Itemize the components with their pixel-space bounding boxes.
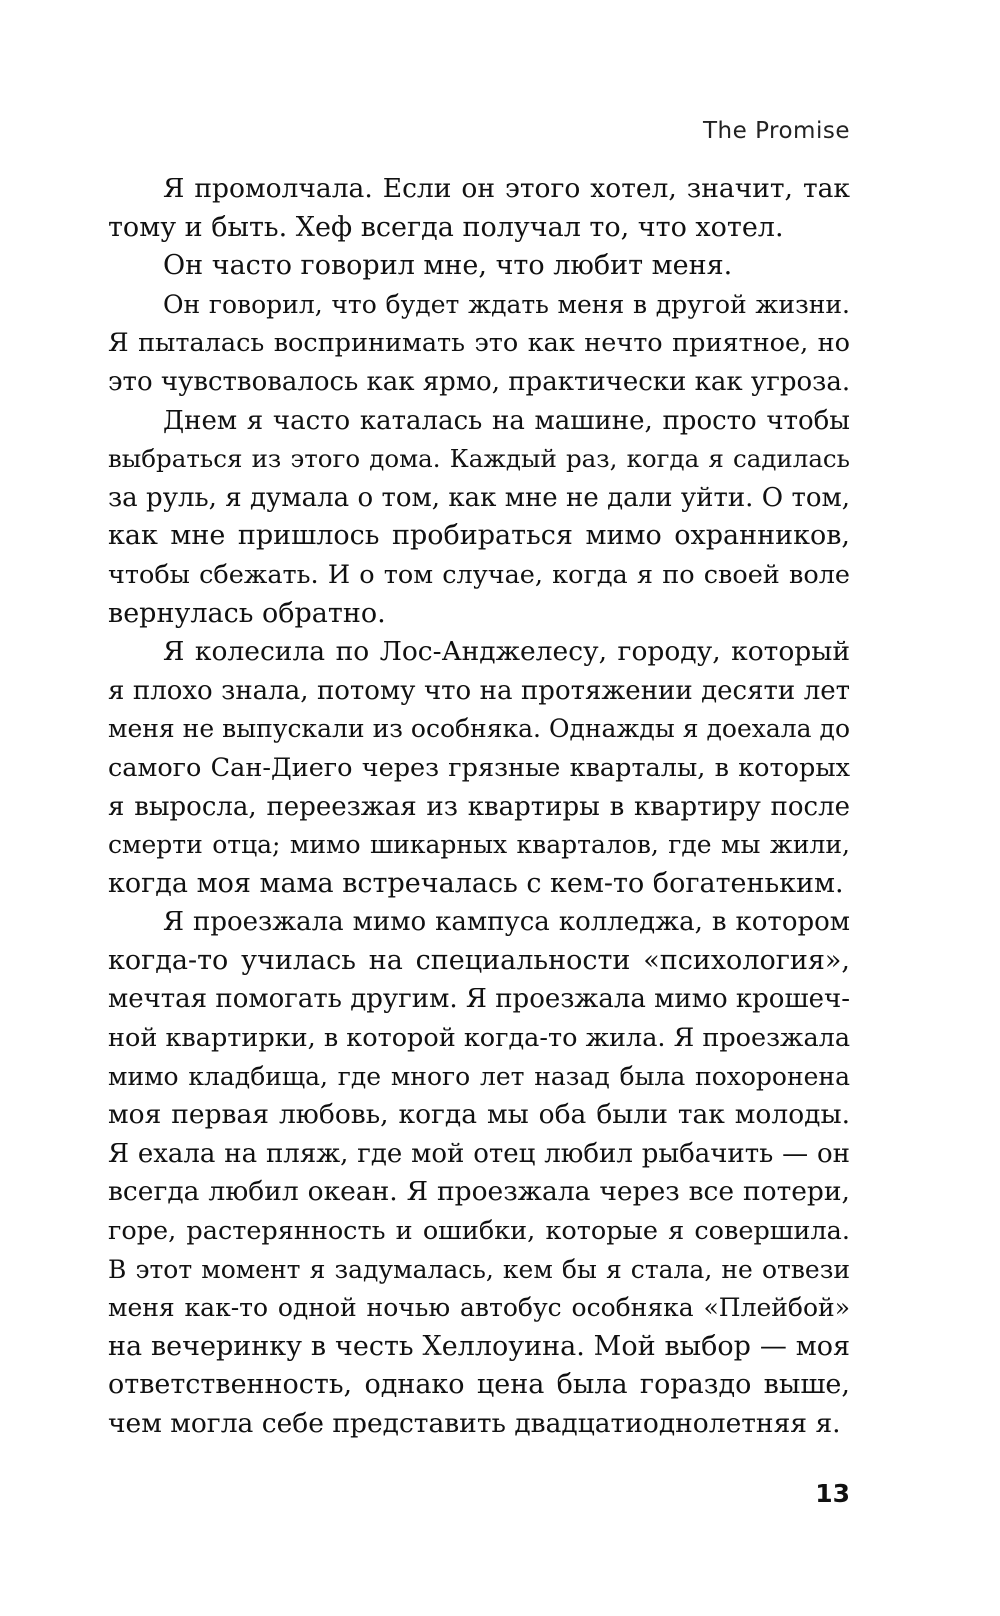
text-line: на вечеринку в честь Хеллоуина. Мой выбор — моя xyxy=(108,1330,850,1362)
text-line: это чувствовалось как ярмо, практически как угроза. xyxy=(108,366,851,397)
text-line: Я проезжала мимо кампуса колледжа, в котором xyxy=(163,907,850,938)
text-line: моя первая любовь, когда мы оба были так молоды. xyxy=(108,1099,850,1131)
text-line: я плохо знала, потому что на протяжении десяти лет xyxy=(108,675,850,706)
text-line: вернулась обратно. xyxy=(108,597,386,629)
running-header-title: The Promise xyxy=(702,118,850,144)
text-line: Днем я часто каталась на машине, просто чтобы xyxy=(163,405,850,436)
text-line: меня не выпускали из особняка. Однажды я доехала до xyxy=(108,714,850,744)
text-line: самого Сан-Диего через грязные кварталы, в которых xyxy=(108,752,850,783)
text-line: тому и быть. Хеф всегда получал то, что хотел. xyxy=(108,211,784,243)
text-line: горе, растерянность и ошибки, которые я совершила. xyxy=(108,1216,850,1247)
text-line: Я пыталась воспринимать это как нечто приятное, но xyxy=(108,328,850,359)
text-line: смерти отца; мимо шикарных кварталов, где мы жили, xyxy=(108,830,850,860)
text-line: Он часто говорил мне, что любит меня. xyxy=(163,250,733,282)
text-line: В этот момент я задумалась, кем бы я стала, не отвези xyxy=(108,1254,850,1284)
text-line: чтобы сбежать. И о том случае, когда я по своей воле xyxy=(108,559,850,590)
text-line: ответственность, однако цена была гораздо выше, xyxy=(108,1369,850,1401)
text-line: ной квартирки, в которой когда-то жила. Я проезжала xyxy=(108,1023,851,1054)
text-line: за руль, я думала о том, как мне не дали уйти. О том, xyxy=(108,482,850,513)
text-line: всегда любил океан. Я проезжала через все потери, xyxy=(108,1176,850,1208)
text-line: как мне пришлось пробираться мимо охранников, xyxy=(108,520,850,552)
text-line: меня как-то одной ночью автобус особняка «Плейбой» xyxy=(108,1293,850,1323)
text-line: мимо кладбища, где много лет назад была похоронена xyxy=(108,1061,850,1091)
text-line: когда-то училась на специальности «психология», xyxy=(108,944,850,976)
text-line: Я колесила по Лос-Анджелесу, городу, который xyxy=(163,636,850,668)
text-line: Я ехала на пляж, где мой отец любил рыбачить — он xyxy=(108,1138,850,1169)
text-line: я выросла, переезжая из квартиры в квартиру после xyxy=(108,791,850,822)
text-line: когда моя мама встречалась с кем-то богатеньким. xyxy=(108,867,844,899)
text-line: Я промолчала. Если он этого хотел, значит, так xyxy=(163,173,850,204)
text-line: чем могла себе представить двадцатиоднолетняя я. xyxy=(108,1408,841,1439)
text-line: Он говорил, что будет ждать меня в другой жизни. xyxy=(163,289,850,319)
text-line: выбраться из этого дома. Каждый раз, когда я садилась xyxy=(108,444,850,474)
text-line: мечтая помогать другим. Я проезжала мимо крошеч- xyxy=(108,984,850,1015)
body-text xyxy=(108,170,850,1444)
page-number: 13 xyxy=(815,1479,850,1508)
